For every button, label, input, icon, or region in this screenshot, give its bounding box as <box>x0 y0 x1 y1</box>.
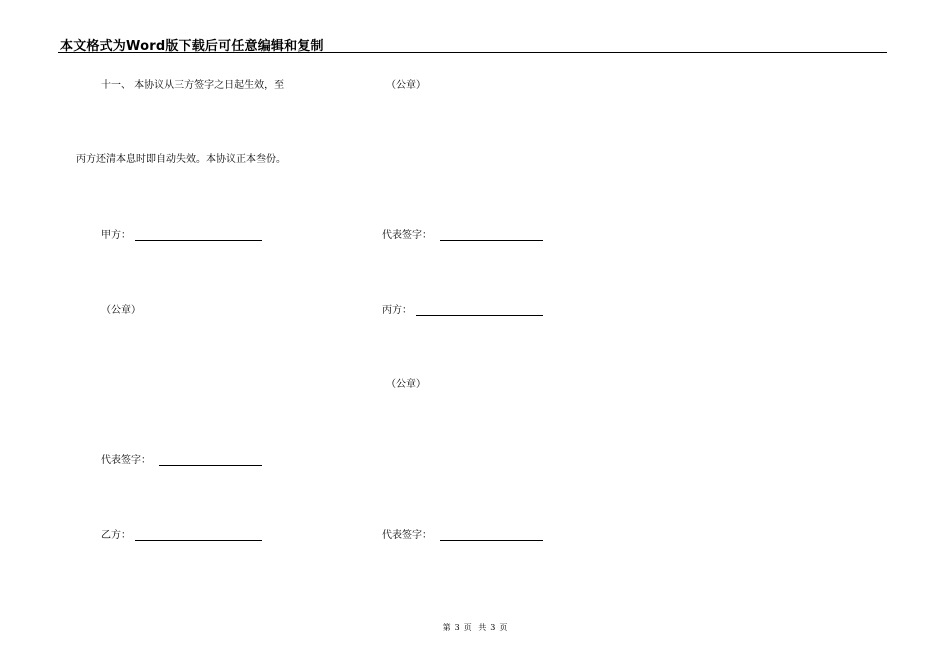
party-a-label: 甲方： <box>101 230 131 241</box>
page-footer <box>0 622 950 633</box>
rep-sign-line-right-1 <box>440 240 543 241</box>
party-c-label: 丙方： <box>382 305 412 316</box>
seal-label-left: （公章） <box>101 305 141 316</box>
footer-word-ye-2: 页 <box>499 623 508 632</box>
document-header-title: 本文格式为Word版下载后可任意编辑和复制 <box>60 39 324 54</box>
clause-eleven-line-2: 丙方还清本息时即自动失效。本协议正本叁份。 <box>76 154 286 165</box>
rep-sign-label-left: 代表签字： <box>101 455 151 466</box>
footer-word-ye: 页 <box>463 623 472 632</box>
header-divider <box>58 52 887 53</box>
party-b-signature-line <box>135 540 262 541</box>
party-a-signature-line <box>135 240 262 241</box>
footer-word-gong: 共 <box>478 623 487 632</box>
rep-sign-label-right-2: 代表签字： <box>382 530 432 541</box>
party-b-label: 乙方： <box>101 530 131 541</box>
clause-eleven-line-1: 十一、 本协议从三方签字之日起生效，至 <box>101 80 285 91</box>
rep-sign-line-right-2 <box>440 540 543 541</box>
footer-total-pages: 3 <box>490 623 496 632</box>
rep-sign-label-right-1: 代表签字： <box>382 230 432 241</box>
seal-label-top-right: （公章） <box>386 80 426 91</box>
footer-word-di: 第 <box>442 623 451 632</box>
footer-page-number: 3 <box>454 623 460 632</box>
rep-sign-line-left <box>159 465 262 466</box>
party-c-signature-line <box>416 315 543 316</box>
seal-label-middle: （公章） <box>386 379 426 390</box>
